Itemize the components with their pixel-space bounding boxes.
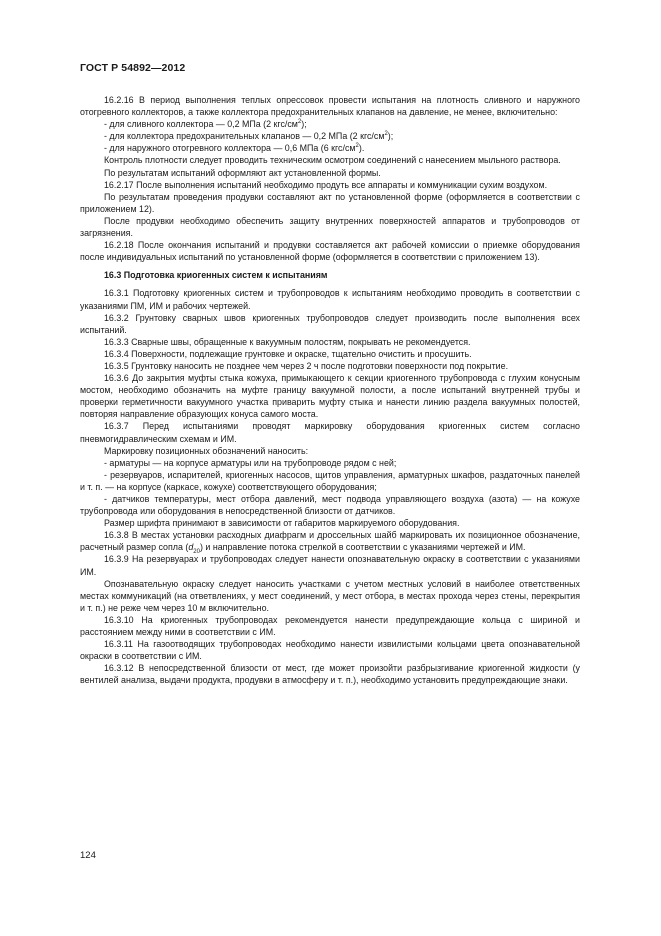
list-item-end: ); bbox=[301, 119, 307, 130]
list-item: - резервуаров, испарителей, криогенных насосов, щитов управления, арматурных шкафов, раздаточных панелей и т. п. — на корпусе (каркасе, кожухе) соответствующего оборудования; bbox=[80, 469, 580, 492]
paragraph-16-3-10: 16.3.10 На криогенных трубопроводах рекомендуется нанести предупреждающие кольца с шириной и расстоянием между ними в соответствии с ИМ. bbox=[80, 614, 580, 638]
paragraph-16-3-2: 16.3.2 Грунтовку сварных швов криогенных трубопроводов следует производить после выполнения всех испытаний. bbox=[80, 312, 580, 335]
document-code: ГОСТ Р 54892—2012 bbox=[80, 62, 186, 74]
paragraph-16-3-3: 16.3.3 Сварные швы, обращенные к вакуумным полостям, покрывать не рекомендуется. bbox=[104, 336, 471, 347]
paragraph-16-3-1: 16.3.1 Подготовку криогенных систем и трубопроводов к испытаниям необходимо проводить в соответствии с указаниями ПМ, ИМ и рабочих чертежей. bbox=[80, 288, 580, 311]
paragraph-16-3-5: 16.3.5 Грунтовку наносить не позднее чем через 2 ч после подготовки поверхности под покрытие. bbox=[104, 360, 509, 371]
page-body bbox=[80, 94, 580, 687]
paragraph-16-3-7: 16.3.7 Перед испытаниями проводят маркировку оборудования криогенных систем согласно пневмогидравлическим схемам и ИМ. bbox=[80, 421, 580, 444]
superscript: 2 bbox=[355, 143, 359, 150]
paragraph: По результатам проведения продувки составляют акт по установленной форме (оформляется в соответствии с приложением 12). bbox=[80, 191, 580, 214]
subscript: 20 bbox=[193, 549, 200, 556]
variable-d: d bbox=[188, 542, 194, 553]
paragraph-16-2-16: 16.2.16 В период выполнения теплых опрессовок провести испытания на плотность сливного и наружного отогревного коллекторов, а также коллектора предохранительных клапанов на давление, не менее, включительно: bbox=[80, 95, 580, 118]
paragraph-16-3-4: 16.3.4 Поверхности, подлежащие грунтовке и окраске, тщательно очистить и просушить. bbox=[104, 348, 472, 359]
paragraph-16-2-17: 16.2.17 После выполнения испытаний необходимо продуть все аппараты и коммуникации сухим воздухом. bbox=[104, 179, 548, 190]
paragraph-16-3-11: 16.3.11 На газоотводящих трубопроводах необходимо нанести извилистыми кольцами цвета опознавательной окраски в соответствии с ИМ. bbox=[80, 639, 580, 662]
paragraph-16-2-18: 16.2.18 После окончания испытаний и продувки составляется акт рабочей комиссии о приемке оборудования после индивидуальных испытаний по установленной форме (оформляется в соответствии с приложением 13). bbox=[80, 240, 580, 263]
superscript: 2 bbox=[384, 131, 388, 138]
paragraph: Контроль плотности следует проводить техническим осмотром соединений с нанесением мыльного раствора. bbox=[104, 155, 561, 166]
paragraph-16-3-6: 16.3.6 До закрытия муфты стыка кожуха, примыкающего к секции криогенного трубопровода с глухим конусным мостом, необходимо обозначить на муфте границу вакуумной полости, а после испытаний внутренней трубы и проверки герметичности вакуумного участка приварить муфту стыка и нанести линию раздела вакуумных полостей, повторяя направление образующих конуса самого моста. bbox=[80, 373, 580, 420]
paragraph: Опознавательную окраску следует наносить участками с учетом местных условий в наиболее ответственных местах коммуникаций (на ответвлениях, у мест соединений, у мест отбора, в местах прохода через стены, перекрытия и т. п.) не реже чем через 10 м включительно. bbox=[80, 578, 580, 613]
paragraph-text: ) и направление потока стрелкой в соответствии с указаниями чертежей и ИМ. bbox=[199, 542, 526, 553]
paragraph-text: 16.3.8 В местах установки расходных диафрагм и дроссельных шайб маркировать их позиционное обозначение, расчетный размер сопла ( bbox=[80, 530, 580, 553]
list-item-text: - для коллектора предохранительных клапанов — 0,2 МПа (2 кгс/см bbox=[104, 131, 385, 142]
list-item bbox=[80, 118, 580, 130]
superscript: 2 bbox=[297, 119, 302, 126]
list-item bbox=[80, 142, 580, 154]
paragraph: Маркировку позиционных обозначений наносить: bbox=[104, 445, 309, 456]
list-item: - датчиков температуры, мест отбора давлений, мест подвода управляющего воздуха (азота) — на кожухе трубопровода или оборудования в непосредственной близости от датчиков. bbox=[80, 494, 580, 517]
paragraph-16-3-9: 16.3.9 На резервуарах и трубопроводах следует нанести опознавательную окраску в соответствии с указаниями ИМ. bbox=[80, 554, 580, 577]
list-item bbox=[80, 130, 580, 142]
section-heading: 16.3 Подготовка криогенных систем к испытаниям bbox=[104, 270, 328, 281]
list-item: - арматуры — на корпусе арматуры или на трубопроводе рядом с ней; bbox=[104, 457, 397, 468]
page-number: 124 bbox=[80, 850, 96, 861]
list-item-text: - для сливного коллектора — 0,2 МПа (2 кгс/см bbox=[104, 119, 298, 130]
paragraph-16-3-8 bbox=[80, 529, 580, 556]
paragraph: По результатам испытаний оформляют акт установленной формы. bbox=[104, 167, 381, 178]
paragraph-16-3-12: 16.3.12 В непосредственной близости от мест, где может произойти разбрызгивание криогенной жидкости (у вентилей анализа, выдачи продукта, продувки в атмосферу и т. п.), необходимо установить предупреждающие знаки. bbox=[80, 663, 580, 686]
list-item-end: ). bbox=[358, 143, 365, 154]
paragraph: После продувки необходимо обеспечить защиту внутренних поверхностей аппаратов и трубопроводов от загрязнения. bbox=[80, 215, 580, 239]
list-item-text: - для наружного отогревного коллектора — 0,6 МПа (6 кгс/см bbox=[104, 143, 356, 154]
list-item-end: ); bbox=[387, 131, 394, 142]
paragraph: Размер шрифта принимают в зависимости от габаритов маркируемого оборудования. bbox=[104, 518, 460, 529]
